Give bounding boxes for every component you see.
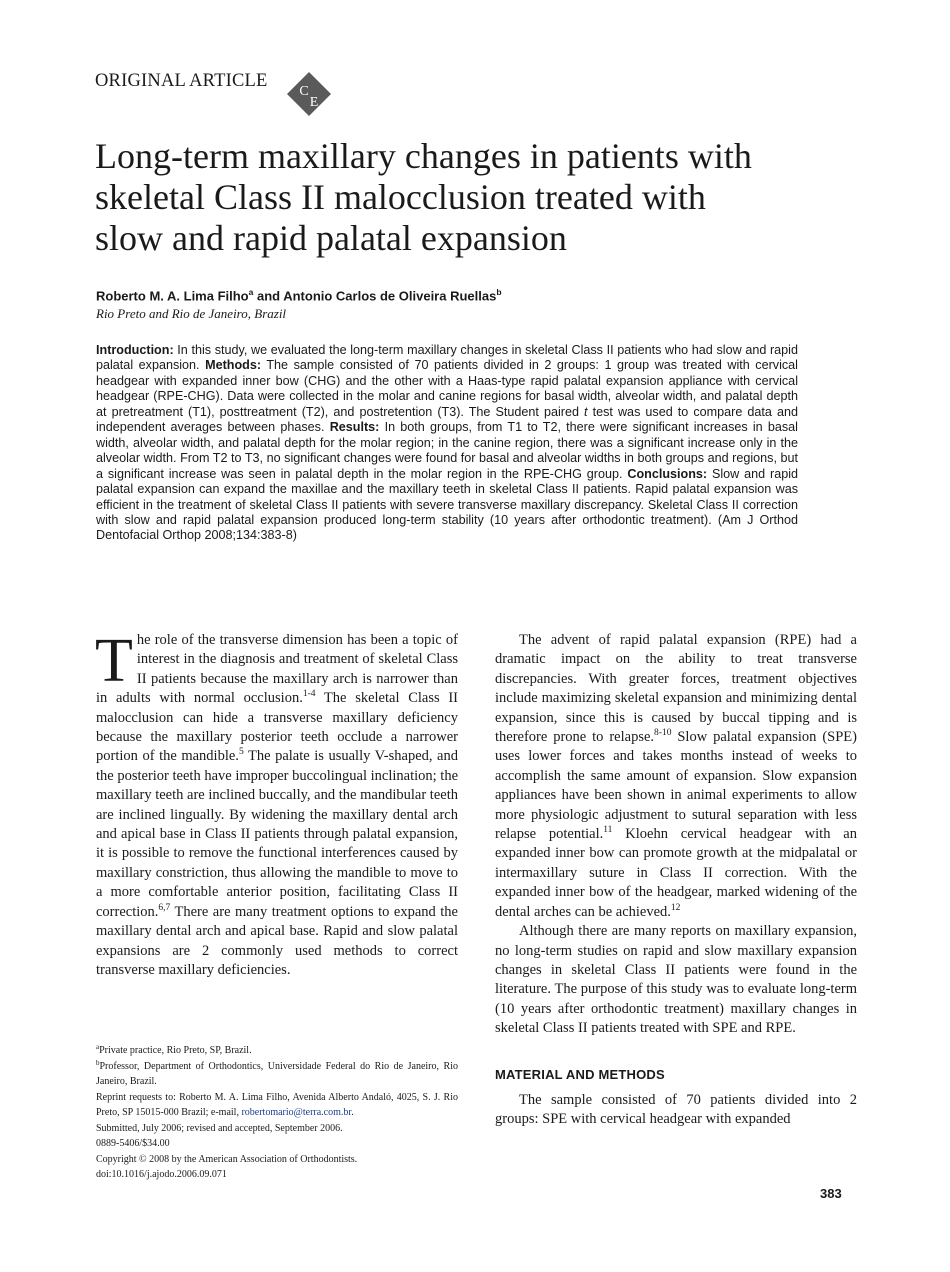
body-column-right xyxy=(495,631,857,1130)
footnote-text: Private practice, Rio Preto, SP, Brazil. xyxy=(99,1045,252,1056)
body-paragraph xyxy=(495,631,857,922)
author-name: Antonio Carlos de Oliveira Ruellas xyxy=(283,288,497,304)
body-paragraph xyxy=(95,627,458,980)
body-text: Slow palatal expansion (SPE) uses lower forces and takes months instead of weeks to accomplish the same amount of expansion. Slow expansion appliances have been shown in animal experiments to allow more physiologic adjustment to sutural separation with less relapse potential. xyxy=(495,729,857,843)
doi: doi:10.1016/j.ajodo.2006.09.071 xyxy=(96,1169,227,1180)
page-number: 383 xyxy=(820,1186,842,1201)
body-text: The skeletal Class II malocclusion can hide a transverse maxillary deficiency because the maxillary posterior teeth occlude a narrower portion of the mandible. xyxy=(96,690,458,765)
email-link[interactable]: robertomario@terra.com.br xyxy=(241,1107,352,1118)
ce-diamond-icon xyxy=(286,71,332,117)
abstract-label-introduction: Introduction: xyxy=(96,343,174,357)
ce-letter-c: C xyxy=(299,84,309,99)
drop-cap: T xyxy=(95,627,133,695)
author-list xyxy=(96,287,502,303)
footnotes xyxy=(96,1043,458,1183)
copyright: Copyright © 2008 by the American Association of Orthodontists. xyxy=(96,1153,358,1165)
body-column-left xyxy=(95,627,458,980)
citation-ref[interactable]: 11 xyxy=(603,825,613,836)
section-label: ORIGINAL ARTICLE xyxy=(95,71,268,91)
author-name: Roberto M. A. Lima Filho xyxy=(96,288,249,304)
footnote-text: Professor, Department of Orthodontics, Universidade Federal do Rio de Janeiro, Rio Janeiro, Brazil. xyxy=(96,1060,458,1087)
author-affiliation-mark: b xyxy=(496,287,502,297)
abstract-label-results: Results: xyxy=(329,420,380,435)
citation-ref[interactable]: 6,7 xyxy=(158,902,171,913)
ce-letter-e: E xyxy=(309,95,319,110)
abstract-text: In this study, we evaluated the long-term maxillary changes in skeletal Class II patients who had slow and rapid palatal expansion. xyxy=(96,343,798,373)
footnote-mark: a xyxy=(96,1043,100,1051)
body-text: Kloehn cervical headgear with an expanded inner bow can promote growth at the midpalatal or intermaxillary suture in Class II correction. With the expanded inner bow of the headgear, marked widening of the dental arches can be achieved. xyxy=(495,826,857,920)
footnote-a xyxy=(96,1043,458,1059)
body-text: he role of the transverse dimension has been a topic of interest in the diagnosis and treatment of skeletal Class II patients because the maxillary arch is narrower than in adults with normal occlusion. xyxy=(96,632,458,707)
submission-dates: Submitted, July 2006; revised and accepted, September 2006. xyxy=(96,1122,343,1134)
body-text: There are many treatment options to expand the maxillary dental arch and apical base. Rapid and slow palatal expansions are 2 commonly used methods to correct transverse maxillary deficiencies. xyxy=(96,903,458,978)
footnote-text: . xyxy=(351,1107,354,1118)
author-conjunction: and xyxy=(253,288,284,304)
author-affiliation-mark: a xyxy=(248,287,254,297)
abstract-label-conclusions: Conclusions: xyxy=(627,466,708,481)
author-affiliation: Rio Preto and Rio de Janeiro, Brazil xyxy=(96,306,287,321)
title-line: skeletal Class II malocclusion treated with xyxy=(95,177,706,217)
body-paragraph: Although there are many reports on maxillary expansion, no long-term studies on rapid and slow maxillary expansion changes in skeletal Class II patients were found in the literature. The purpose of this study was to evaluate long-term (10 years after orthodontic treatment) maxillary changes in skeletal Class II patients treated with SPE and RPE. xyxy=(495,923,857,1037)
body-text: The palate is usually V-shaped, and the posterior teeth have improper buccolingual inclination; the maxillary teeth are inclined buccally, and the mandibular teeth are inclined lingually. By widening the maxillary dental arch and apical base in Class II patients through palatal expansion, it is possible to remove the functional interferences caused by maxillary constriction, thus allowing the mandible to move to a more comfortable anterior position, facilitating Class II correction. xyxy=(96,748,458,920)
body-paragraph: The sample consisted of 70 patients divided into 2 groups: SPE with cervical headgear with expanded xyxy=(495,1091,857,1128)
footnote-mark: b xyxy=(96,1058,100,1067)
section-heading: MATERIAL AND METHODS xyxy=(495,1066,665,1082)
abstract-text: test was used to compare data and independent averages between phases. xyxy=(96,404,798,435)
article-title xyxy=(95,136,855,259)
abstract-label-methods: Methods: xyxy=(205,358,262,373)
abstract-italic-t: t xyxy=(584,404,588,419)
footnote-b xyxy=(96,1059,458,1090)
abstract-text: In both groups, from T1 to T2, there were significant increases in basal width, alveolar width, and palatal depth for the molar region; in the canine region, there was a significant increase only in the alveolar width. From T2 to T3, no significant changes were found for basal and alveolar widths in both groups and regions, but a significant increase was seen in palatal depth in the molar region in the RPE-CHG group. xyxy=(96,420,798,481)
title-line: slow and rapid palatal expansion xyxy=(95,218,567,258)
abstract-text: Slow and rapid palatal expansion can expand the maxillae and the maxillary teeth in skeletal Class II patients. Rapid palatal expansion was efficient in the treatment of skeletal Class II patients with severe transverse maxillary discrepancy. Skeletal Class II correction with slow and rapid palatal expansion produced long-term stability (10 years after orthodontic treatment). (Am J Orthod Dentofacial Orthop 2008;134:383-8) xyxy=(96,466,799,543)
body-text: The advent of rapid palatal expansion (RPE) had a dramatic impact on the ability to treat transverse discrepancies. With greater forces, treatment objectives include maximizing skeletal expansion and minimizing dental expansion, since this is caused by buccal tipping and is therefore prone to relapse. xyxy=(495,632,857,746)
citation-ref[interactable]: 12 xyxy=(670,902,681,913)
article-header xyxy=(95,68,495,124)
issn: 0889-5406/$34.00 xyxy=(96,1138,170,1149)
citation-ref[interactable]: 8-10 xyxy=(654,728,672,739)
citation-ref[interactable]: 1-4 xyxy=(302,689,316,700)
title-line: Long-term maxillary changes in patients with xyxy=(95,136,752,176)
citation-ref[interactable]: 5 xyxy=(238,747,244,758)
footnote-text: Reprint requests to: Roberto M. A. Lima Filho, Avenida Alberto Andaló, 4025, S. J. Rio Preto, SP 15015-000 Brazil; e-mail, xyxy=(96,1091,458,1118)
abstract-text: The sample consisted of 70 patients divided in 2 groups: 1 group was treated with cervical headgear with expanded inner bow (CHG) and the other with a Haas-type rapid palatal expansion appliance with cervical headgear (RPE-CHG). Data were collected in the molar and canine regions for basal width, alveolar width, and palatal depth at pretreatment (T1), posttreatment (T2), and postretention (T3). The Student paired xyxy=(96,358,798,419)
reprint-requests xyxy=(96,1090,458,1121)
abstract xyxy=(96,343,798,544)
